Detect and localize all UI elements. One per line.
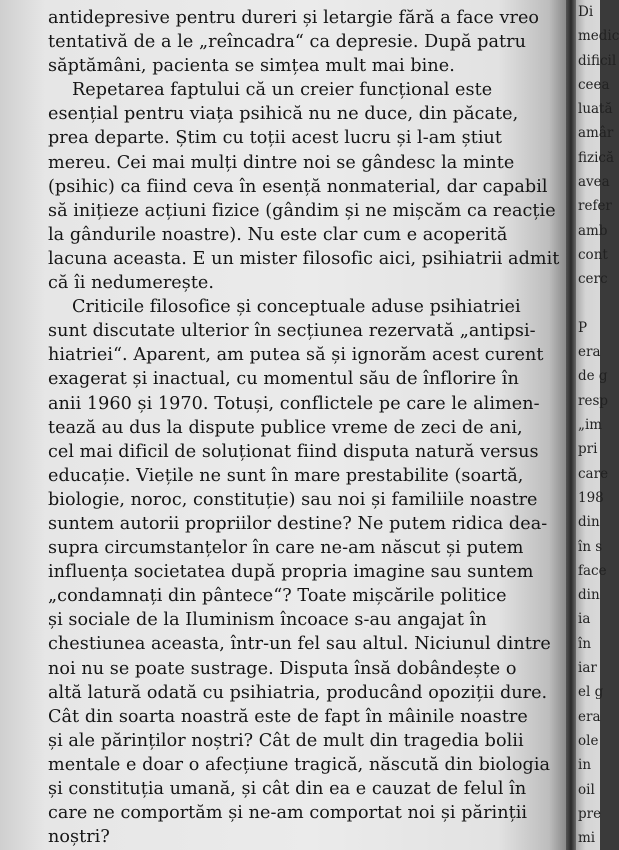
book-gutter	[566, 0, 576, 850]
text-line: noi nu se poate sustrage. Disputa însă dobândește o	[48, 658, 517, 679]
text-line: să inițieze acțiuni fizice (gândim și ne mișcăm ca reacție	[48, 200, 556, 221]
right-page-fragment: era	[578, 344, 601, 361]
right-page-fragment: iar	[578, 660, 597, 677]
right-page-fragment: ceea	[578, 76, 610, 93]
text-line: săptămâni, pacienta se simțea mult mai bine.	[48, 56, 455, 77]
right-page-fragment: amâr	[578, 125, 614, 142]
text-line: supra circumstanțelor în care ne-am născut și putem	[48, 538, 524, 559]
text-line: (psihic) ca fiind ceva în esență nonmaterial, dar capabil	[48, 176, 548, 197]
text-line: tentativă de a le „reîncadra“ ca depresie. După patru	[48, 32, 526, 53]
text-line: care ne comportăm și ne-am comportat noi și părinții	[48, 803, 528, 824]
text-line: prea departe. Știm cu toții acest lucru și l-am știut	[48, 128, 503, 149]
text-line: exagerat și inactual, cu momentul său de înflorire în	[48, 369, 519, 390]
right-page-fragment: refer	[578, 198, 612, 215]
text-line: mereu. Cei mai mulți dintre noi se gândesc la minte	[48, 152, 515, 173]
text-line: antidepresive pentru dureri și letargie fără a face vreo	[48, 8, 540, 28]
text-line: la gândurile noastre). Nu este clar cum e acoperită	[48, 224, 508, 245]
text-line: noștri?	[48, 827, 110, 848]
text-line: mentale e doar o afecțiune tragică, născută din biologia	[48, 754, 551, 775]
text-line: educație. Viețile ne sunt în mare prestabilite (soartă,	[48, 465, 524, 486]
right-page-fragment: luată	[578, 101, 613, 118]
text-line: chestiunea aceasta, într-un fel sau altul. Niciunul dintre	[48, 634, 551, 655]
right-page-fragment: oil	[578, 781, 595, 798]
text-line: Criticile filosofice și conceptuale aduse psihiatriei	[72, 297, 521, 318]
right-page-fragment	[576, 292, 600, 316]
right-page-fragment: ia	[578, 611, 591, 628]
right-page-fragment: ole	[578, 732, 599, 749]
right-page-fragment: avea	[578, 174, 610, 191]
right-page-edge	[576, 0, 619, 850]
body-text	[48, 6, 560, 849]
right-page-fragment: care	[578, 465, 609, 482]
text-line: suntem autorii propriilor destine? Ne putem ridica dea-	[48, 513, 548, 534]
text-line: hiatriei“. Aparent, am putea să și ignorăm acest curent	[48, 345, 544, 366]
text-line: anii 1960 și 1970. Totuși, conflictele pe care le alimen-	[48, 393, 540, 414]
text-line: „condamnați din pântece“? Toate mișcările politice	[48, 586, 507, 607]
right-page-fragment: pri	[578, 441, 598, 458]
right-page-fragment: el g	[578, 684, 604, 701]
right-page-fragment: din	[578, 587, 600, 604]
right-page-fragment: în	[578, 635, 592, 652]
text-line: altă latură odată cu psihiatria, producând opoziții dure.	[48, 682, 548, 703]
text-line: și ale părinților noștri? Cât de mult din tragedia bolii	[48, 730, 524, 751]
right-page-fragment: în s	[578, 538, 603, 555]
text-line: lacuna aceasta. E un mister filosofic aici, psihiatrii admit	[48, 248, 560, 269]
right-page-fragment: era	[578, 708, 601, 725]
right-page-fragment: resp	[578, 392, 609, 409]
right-page-fragment: 198	[578, 489, 604, 506]
right-page-fragment: face	[578, 562, 607, 579]
right-page-fragment: mi	[578, 830, 596, 847]
right-page-fragment: cerc	[578, 271, 608, 288]
text-line: esențial pentru viața psihică nu ne duce, din păcate,	[48, 104, 519, 125]
text-line: Cât din soarta noastră este de fapt în mâinile noastre	[48, 706, 528, 727]
right-page-fragment: fizică	[578, 149, 615, 166]
right-page-fragment: in	[578, 757, 592, 774]
text-line: tează au dus la dispute publice vreme de zeci de ani,	[48, 417, 523, 438]
text-line: că îi nedumerește.	[48, 273, 215, 294]
right-page-fragment: Di	[578, 4, 594, 20]
right-page-fragment: „im	[578, 417, 603, 434]
right-page-fragment: pre	[578, 805, 602, 822]
right-page-fragment: amb	[578, 222, 608, 239]
right-page-fragment: din	[578, 514, 600, 531]
right-page-fragment: de g	[578, 368, 608, 385]
text-line: Repetarea faptului că un creier funcțional este	[72, 80, 493, 101]
text-line: biologie, noroc, constituție) sau noi și familiile noastre	[48, 489, 538, 510]
right-page-fragment: medic	[578, 28, 619, 45]
text-line: sunt discutate ulterior în secțiunea rezervată „antipsi-	[48, 321, 536, 342]
text-line: și sociale de la Iluminism încoace s-au angajat în	[48, 610, 487, 631]
text-line: influența societatea după propria imagine sau suntem	[48, 562, 534, 583]
right-page-fragment: cont	[578, 246, 608, 263]
text-line: și constituția umană, și cât din ea e cauzat de felul în	[48, 779, 527, 799]
right-page-fragment: P	[578, 319, 588, 336]
right-page-fragment: dificil	[578, 52, 617, 69]
text-line: cel mai dificil de soluționat fiind disputa natură versus	[48, 441, 539, 462]
